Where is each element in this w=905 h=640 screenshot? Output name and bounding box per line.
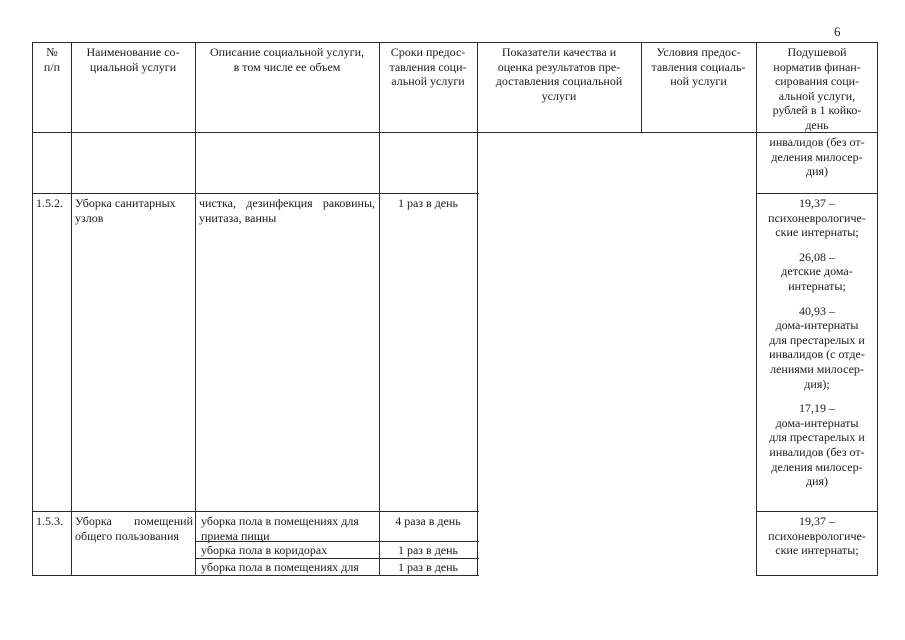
header-name: Наименование со- циальной услуги bbox=[86, 45, 180, 74]
norm-elderly-without-mercy: 17,19 – дома-интернаты для престарелых и инвалидов (без от- деления милосер- дия) bbox=[769, 401, 865, 489]
row-153-norm: 19,37 – психоневрологиче- ские интернаты; bbox=[768, 514, 866, 558]
header-norm: Подушевой норматив финан- сирования соци- альной услуги, рублей в 1 койко- день bbox=[772, 45, 862, 132]
norm-elderly-with-mercy: 40,93 – дома-интернаты для престарелых и инвалидов (с отде- лениями милосер- дия); bbox=[769, 303, 865, 391]
row-153-desc-1: уборка пола в помещениях для приема пищи bbox=[201, 514, 359, 543]
row-152-num: 1.5.2. bbox=[36, 196, 63, 210]
header-num: № п/п bbox=[43, 45, 61, 74]
row-153-terms-1: 4 раза в день bbox=[395, 514, 461, 528]
row-153-num: 1.5.3. bbox=[36, 514, 63, 528]
row-152-description: чистка, дезинфекция раковины, унитаза, ванны bbox=[199, 196, 375, 225]
header-conditions: Условия предос- тавления социаль- ной услуги bbox=[651, 45, 746, 89]
row-153-terms-3: 1 раз в день bbox=[397, 560, 459, 574]
row-153-name: Уборка помещений общего пользования bbox=[75, 514, 193, 543]
row-153-desc-2: уборка пола в коридорах bbox=[201, 543, 328, 557]
header-quality: Показатели качества и оценка результатов пре- доставления социальной услуги bbox=[495, 45, 623, 103]
norm-children: 26,08 – детские дома- интернаты; bbox=[781, 249, 853, 293]
header-description: Описание социальной услуги, в том числе ее объем bbox=[209, 45, 365, 74]
norm-psycho: 19,37 – психоневрологиче- ские интернаты; bbox=[768, 196, 866, 240]
page-number: 6 bbox=[834, 24, 841, 39]
row-153-desc-3: уборка пола в помещениях для bbox=[201, 560, 359, 574]
row-152-norm bbox=[758, 196, 876, 489]
row-152-name: Уборка санитарных узлов bbox=[75, 196, 176, 225]
header-terms: Сроки предос- тавления соци- альной услуги bbox=[389, 45, 467, 89]
row-153-terms-2: 1 раз в день bbox=[397, 543, 459, 557]
carryover-norm: инвалидов (без от- деления милосер- дия) bbox=[769, 135, 865, 179]
row-152-terms: 1 раз в день bbox=[397, 196, 459, 210]
